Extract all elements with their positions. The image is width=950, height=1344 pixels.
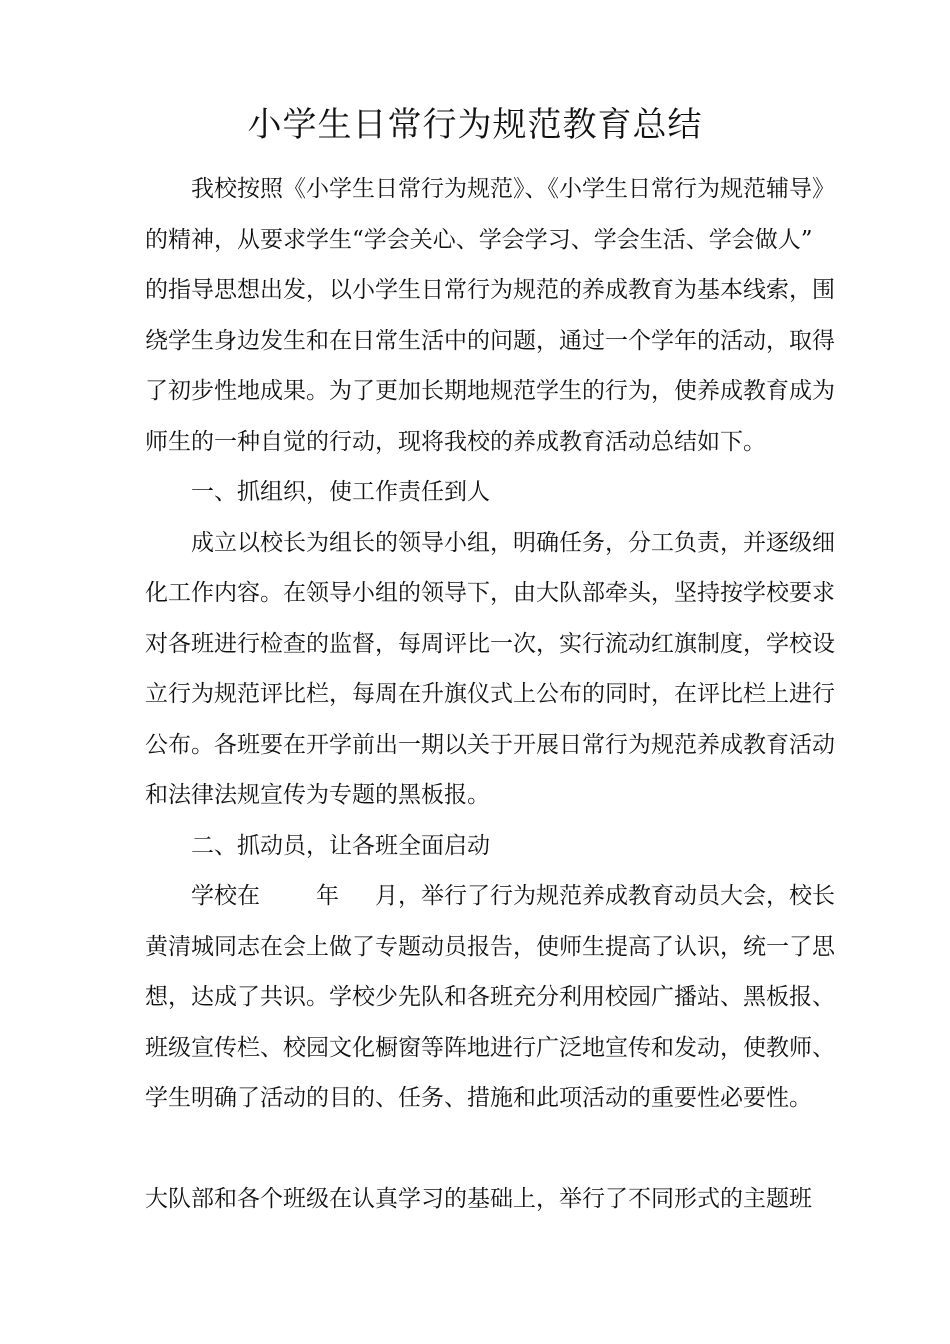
section-heading-1 [145, 467, 807, 518]
document-title: 小学生日常行为规范教育总结 [247, 105, 703, 145]
text-line: 公布。各班要在开学前出一期以关于开展日常行为规范养成教育活动 [145, 731, 835, 758]
text-line: 黄清城同志在会上做了专题动员报告，使师生提高了认识，统一了思 [145, 933, 835, 960]
section-heading: 二、抓动员，让各班全面启动 [191, 832, 490, 859]
paragraph-section-1 [145, 518, 835, 821]
text-line: 的指导思想出发，以小学生日常行为规范的养成教育为基本线索，围 [145, 277, 835, 303]
text-line: 想，达成了共识。学校少先队和各班充分利用校园广播站、黑板报、 [145, 984, 835, 1010]
text-line: 绕学生身边发生和在日常生活中的问题，通过一个学年的活动，取得 [145, 327, 835, 354]
text-line: 对各班进行检查的监督，每周评比一次，实行流动红旗制度，学校设 [145, 630, 835, 657]
text-line-with-blanks [145, 871, 835, 922]
text-line: 的精神，从要求学生“学会关心、学会学习、学会生活、学会做人” [145, 226, 813, 253]
text-fragment: 学校在 [191, 883, 260, 909]
document-body [145, 164, 835, 1225]
text-line: 师生的一种自觉的行动，现将我校的养成教育活动总结如下。 [145, 428, 766, 455]
text-fragment: 年 [316, 883, 339, 909]
text-line: 了初步性地成果。为了更加长期地规范学生的行为，使养成教育成为 [145, 378, 835, 404]
paragraph-gap [145, 1124, 807, 1175]
paragraph-section-2 [145, 871, 835, 1124]
text-line: 学生明确了活动的目的、任务、措施和此项活动的重要性必要性。 [145, 1085, 812, 1111]
paragraph-section-3 [145, 1174, 812, 1225]
text-line: 大队部和各个班级在认真学习的基础上，举行了不同形式的主题班 [145, 1186, 812, 1212]
text-line: 成立以校长为组长的领导小组，明确任务，分工负责，并逐级细 [191, 529, 835, 556]
text-line: 班级宣传栏、校园文化橱窗等阵地进行广泛地宣传和发动，使教师、 [145, 1034, 835, 1061]
text-line: 我校按照《小学生日常行为规范》、《小学生日常行为规范辅导》 [191, 176, 835, 202]
text-line: 和法律法规宣传为专题的黑板报。 [145, 782, 490, 808]
section-heading: 一、抓组织，使工作责任到人 [191, 479, 490, 505]
paragraph-intro [145, 164, 835, 467]
section-heading-2 [145, 821, 807, 872]
text-fragment: 月，举行了行为规范养成教育动员大会，校长 [375, 883, 835, 909]
text-line: 立行为规范评比栏，每周在升旗仪式上公布的同时，在评比栏上进行 [145, 681, 835, 707]
text-line: 化工作内容。在领导小组的领导下，由大队部牵头，坚持按学校要求 [145, 580, 835, 606]
